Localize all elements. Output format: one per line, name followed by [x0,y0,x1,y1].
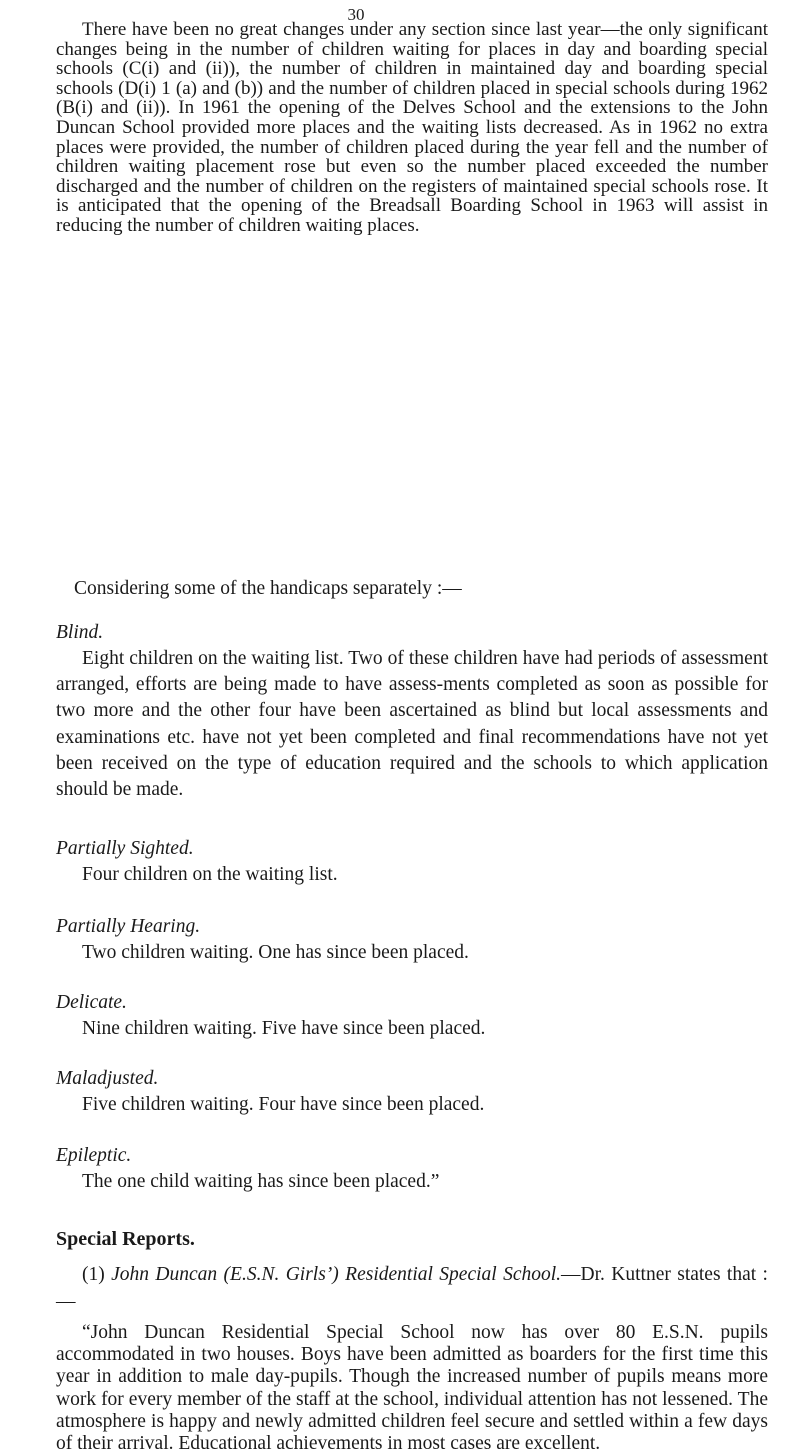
section-blind [56,620,768,803]
intro-paragraph: There have been no great changes under any section since last year—the only significant changes being in the number of children waiting for places in day and boarding special schools (C(i) and (ii)), the number of children in maintained day and boarding special schools (D(i) 1 (a) and (b)) and the number of children placed in special schools during 1962 (B(i) and (ii)). In 1961 the opening of the Delves School and the extensions to the John Duncan School provided more places and the waiting lists decreased. As in 1962 no extra places were provided, the number of children placed during the year fell and the number of children waiting placement rose but even so the number placed exceeded the number discharged and the number of children on the registers of maintained special schools rose. It is anticipated that the opening of the Breadsall Boarding School in 1963 will assist in reducing the number of children waiting places. [56,19,768,236]
section-partially-sighted [56,836,768,888]
blind-text: Eight children on the waiting list. Two of these children have had periods of assessment arranged, efforts are being made to have assess-ments completed as soon as possible for two more and the other four have been ascertained as blind but local assessments and examinations etc. have not yet been completed and final recommendations have not yet been received on the type of education required and the schools to which application should be made. [56,648,768,801]
section-special-reports [56,1228,768,1251]
blind-heading: Blind. [56,622,104,643]
page-number: 30 [347,5,365,24]
report-number: (1) [82,1264,112,1285]
section-partially-hearing [56,914,768,966]
section-epileptic [56,1143,768,1195]
section-maladjusted [56,1066,768,1118]
delicate-text: Nine children waiting. Five have since been placed. [82,1018,486,1039]
report-title-line [56,1262,768,1315]
epileptic-heading: Epileptic. [56,1145,132,1166]
partially-sighted-heading: Partially Sighted. [56,838,194,859]
special-reports-heading: Special Reports. [56,1228,195,1250]
delicate-heading: Delicate. [56,992,127,1013]
report-john-duncan [56,1262,768,1455]
maladjusted-heading: Maladjusted. [56,1068,159,1089]
considering-handicaps-line: Considering some of the handicaps separately :— [74,578,462,599]
report-school-name: John Duncan (E.S.N. Girls’) Residential Special School. [111,1264,562,1285]
partially-hearing-text: Two children waiting. One has since been placed. [82,942,469,963]
partially-sighted-text: Four children on the waiting list. [82,864,338,885]
maladjusted-text: Five children waiting. Four have since been placed. [82,1094,485,1115]
partially-hearing-heading: Partially Hearing. [56,916,201,937]
section-delicate [56,990,768,1042]
report-attribution: —Dr. Kuttner states that :— [56,1264,768,1312]
report-quote: “John Duncan Residential Special School now has over 80 E.S.N. pupils accommodated in two houses. Boys have been admitted as boarders for the first time this year in addition to male day-pupils. Though the increased number of pupils means more work for every member of the staff at the school, individual attention has not lessened. The atmosphere is happy and newly admitted children feel secure and settled within a few days of their arrival. Educational achievements in most cases are excellent. [56,1322,768,1455]
epileptic-text: The one child waiting has since been placed.” [82,1171,440,1192]
